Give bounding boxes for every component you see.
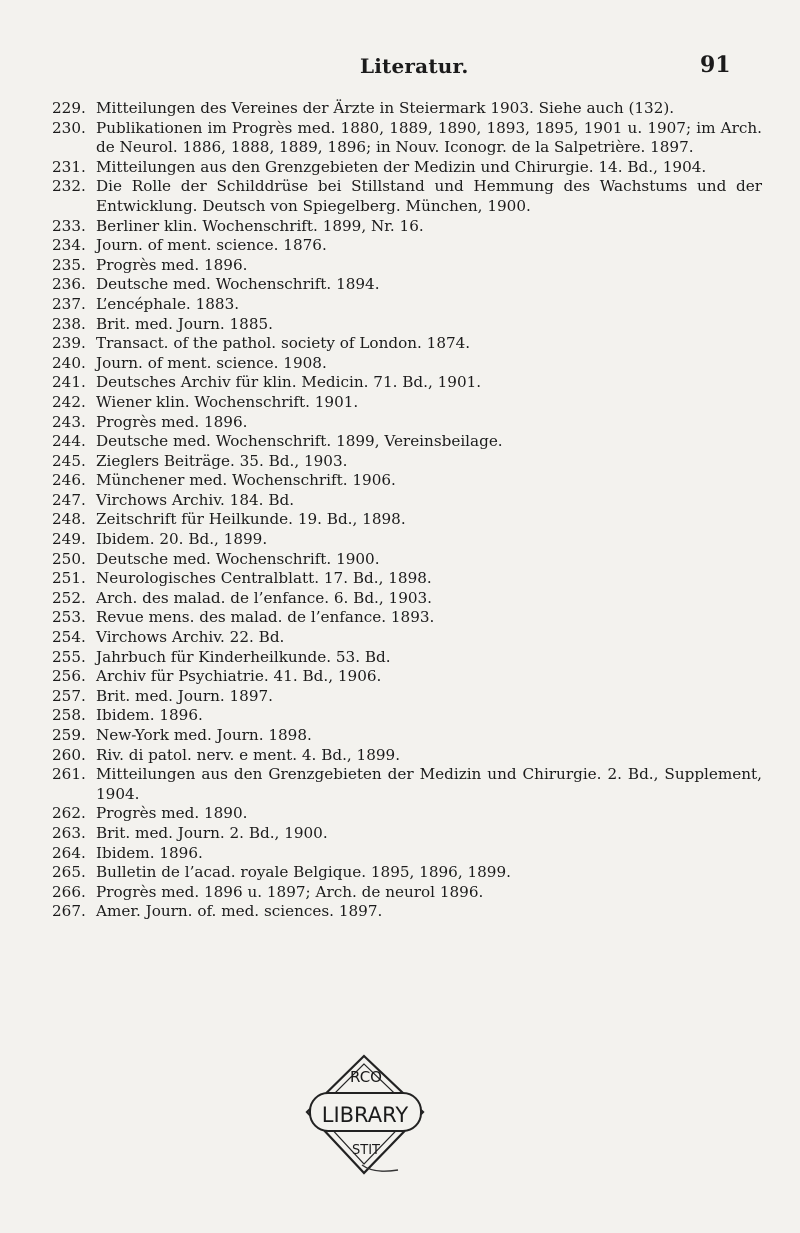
reference-text: L’encéphale. 1883. xyxy=(96,294,240,313)
library-stamp-graphic xyxy=(302,1052,427,1177)
reference-item xyxy=(52,236,762,256)
reference-text: Arch. des malad. de l’enfance. 6. Bd., 1903. xyxy=(96,588,433,607)
reference-item xyxy=(52,256,762,276)
reference-number: 252. xyxy=(52,588,86,607)
reference-item xyxy=(52,510,762,530)
reference-number: 265. xyxy=(52,863,86,882)
reference-number: 261. xyxy=(52,765,86,784)
reference-item xyxy=(52,608,762,628)
library-stamp xyxy=(302,1052,427,1177)
page-header xyxy=(0,50,800,80)
reference-number: 258. xyxy=(52,706,86,725)
reference-number: 240. xyxy=(52,353,86,372)
reference-text: Zieglers Beiträge. 35. Bd., 1903. xyxy=(96,451,348,470)
reference-number: 245. xyxy=(52,451,86,470)
reference-item xyxy=(52,99,762,119)
reference-text: Journ. of ment. science. 1908. xyxy=(96,353,327,372)
reference-item xyxy=(52,765,762,804)
reference-item xyxy=(52,804,762,824)
reference-item xyxy=(52,746,762,766)
reference-number: 255. xyxy=(52,647,86,666)
reference-text: Die Rolle der Schilddrüse bei Stillstand und Hemmung des Wachstums und der Entwicklung. Deutsch von Spiegelberg. München, 1900. xyxy=(96,177,762,215)
reference-item xyxy=(52,491,762,511)
reference-item xyxy=(52,334,762,354)
reference-item xyxy=(52,295,762,315)
reference-text: Brit. med. Journ. 1885. xyxy=(96,314,273,333)
reference-number: 242. xyxy=(52,392,86,411)
reference-number: 267. xyxy=(52,902,86,921)
reference-item xyxy=(52,432,762,452)
reference-number: 246. xyxy=(52,471,86,490)
reference-number: 243. xyxy=(52,412,86,431)
reference-number: 229. xyxy=(52,99,86,117)
reference-number: 251. xyxy=(52,569,86,588)
reference-item xyxy=(52,452,762,472)
reference-text: Neurologisches Centralblatt. 17. Bd., 1898. xyxy=(96,569,432,588)
reference-text: Brit. med. Journ. 2. Bd., 1900. xyxy=(96,823,328,842)
reference-text: Progrès med. 1896. xyxy=(96,255,248,274)
running-title: Literatur. xyxy=(360,54,469,78)
reference-item xyxy=(52,628,762,648)
reference-list xyxy=(52,99,762,922)
reference-text: Brit. med. Journ. 1897. xyxy=(96,686,273,705)
reference-item xyxy=(52,667,762,687)
reference-text: Journ. of ment. science. 1876. xyxy=(96,236,327,255)
stamp-top-text: RCO xyxy=(350,1068,382,1086)
reference-number: 241. xyxy=(52,373,86,392)
reference-item xyxy=(52,883,762,903)
reference-item xyxy=(52,393,762,413)
reference-item xyxy=(52,863,762,883)
reference-number: 260. xyxy=(52,745,86,764)
reference-text: Virchows Archiv. 22. Bd. xyxy=(96,628,285,647)
reference-item xyxy=(52,177,762,216)
reference-number: 234. xyxy=(52,236,86,255)
reference-item xyxy=(52,569,762,589)
reference-text: Transact. of the pathol. society of London. 1874. xyxy=(96,334,471,353)
reference-text: Mitteilungen des Vereines der Ärzte in Steiermark 1903. Siehe auch (132). xyxy=(96,99,675,117)
reference-item xyxy=(52,354,762,374)
reference-number: 237. xyxy=(52,294,86,313)
reference-text: Deutsche med. Wochenschrift. 1894. xyxy=(96,275,380,294)
reference-text: Ibidem. 20. Bd., 1899. xyxy=(96,530,268,549)
reference-number: 250. xyxy=(52,549,86,568)
reference-number: 233. xyxy=(52,216,86,235)
reference-item xyxy=(52,824,762,844)
reference-text: Mitteilungen aus den Grenzgebieten der Medizin und Chirurgie. 2. Bd., Supplement, 1904. xyxy=(96,765,762,803)
reference-number: 249. xyxy=(52,530,86,549)
reference-number: 244. xyxy=(52,432,86,451)
reference-text: Jahrbuch für Kinderheilkunde. 53. Bd. xyxy=(96,647,391,666)
reference-number: 230. xyxy=(52,118,86,137)
reference-number: 263. xyxy=(52,823,86,842)
reference-number: 232. xyxy=(52,177,86,196)
reference-text: Deutsche med. Wochenschrift. 1899, Vereinsbeilage. xyxy=(96,432,503,451)
reference-item xyxy=(52,275,762,295)
stamp-bottom-text: STIT xyxy=(352,1143,380,1158)
reference-text: Münchener med. Wochenschrift. 1906. xyxy=(96,471,396,490)
reference-text: Deutsches Archiv für klin. Medicin. 71. Bd., 1901. xyxy=(96,373,482,392)
reference-number: 248. xyxy=(52,510,86,529)
page-number: 91 xyxy=(700,52,731,78)
reference-item xyxy=(52,648,762,668)
reference-text: Zeitschrift für Heilkunde. 19. Bd., 1898. xyxy=(96,510,406,529)
reference-number: 254. xyxy=(52,628,86,647)
reference-text: Ibidem. 1896. xyxy=(96,843,203,862)
reference-number: 238. xyxy=(52,314,86,333)
reference-number: 257. xyxy=(52,686,86,705)
reference-text: Amer. Journ. of. med. sciences. 1897. xyxy=(96,902,383,921)
reference-item xyxy=(52,589,762,609)
reference-text: Wiener klin. Wochenschrift. 1901. xyxy=(96,392,359,411)
reference-item xyxy=(52,471,762,491)
reference-text: Mitteilungen aus den Grenzgebieten der Medizin und Chirurgie. 14. Bd., 1904. xyxy=(96,157,707,176)
reference-number: 231. xyxy=(52,157,86,176)
reference-item xyxy=(52,413,762,433)
reference-number: 253. xyxy=(52,608,86,627)
reference-number: 264. xyxy=(52,843,86,862)
reference-number: 259. xyxy=(52,726,86,744)
reference-text: Riv. di patol. nerv. e ment. 4. Bd., 1899. xyxy=(96,745,401,764)
reference-text: New-York med. Journ. 1898. xyxy=(96,726,312,744)
reference-item xyxy=(52,315,762,335)
reference-item xyxy=(52,726,762,746)
reference-number: 236. xyxy=(52,275,86,294)
reference-number: 256. xyxy=(52,667,86,686)
reference-number: 235. xyxy=(52,255,86,274)
reference-text: Progrès med. 1896 u. 1897; Arch. de neurol 1896. xyxy=(96,882,484,901)
reference-item xyxy=(52,119,762,158)
reference-item xyxy=(52,158,762,178)
reference-number: 266. xyxy=(52,882,86,901)
reference-text: Virchows Archiv. 184. Bd. xyxy=(96,490,295,509)
reference-number: 262. xyxy=(52,804,86,823)
reference-text: Ibidem. 1896. xyxy=(96,706,203,725)
reference-item xyxy=(52,706,762,726)
reference-text: Berliner klin. Wochenschrift. 1899, Nr. 16. xyxy=(96,216,424,235)
reference-item xyxy=(52,530,762,550)
reference-item xyxy=(52,217,762,237)
reference-number: 247. xyxy=(52,490,86,509)
reference-text: Publikationen im Progrès med. 1880, 1889, 1890, 1893, 1895, 1901 u. 1907; im Arch. de Neurol. 1886, 1888, 1889, 1896; in Nouv. Iconogr. de la Salpetrière. 1897. xyxy=(96,118,762,157)
reference-item xyxy=(52,687,762,707)
reference-item xyxy=(52,373,762,393)
reference-text: Bulletin de l’acad. royale Belgique. 1895, 1896, 1899. xyxy=(96,863,511,882)
stamp-center-text: LIBRARY xyxy=(321,1103,409,1127)
reference-item xyxy=(52,902,762,922)
reference-text: Progrès med. 1890. xyxy=(96,804,248,823)
reference-text: Archiv für Psychiatrie. 41. Bd., 1906. xyxy=(96,667,382,686)
reference-text: Progrès med. 1896. xyxy=(96,412,248,431)
reference-item xyxy=(52,550,762,570)
reference-text: Deutsche med. Wochenschrift. 1900. xyxy=(96,549,380,568)
reference-item xyxy=(52,844,762,864)
reference-text: Revue mens. des malad. de l’enfance. 1893. xyxy=(96,608,435,627)
reference-number: 239. xyxy=(52,334,86,353)
